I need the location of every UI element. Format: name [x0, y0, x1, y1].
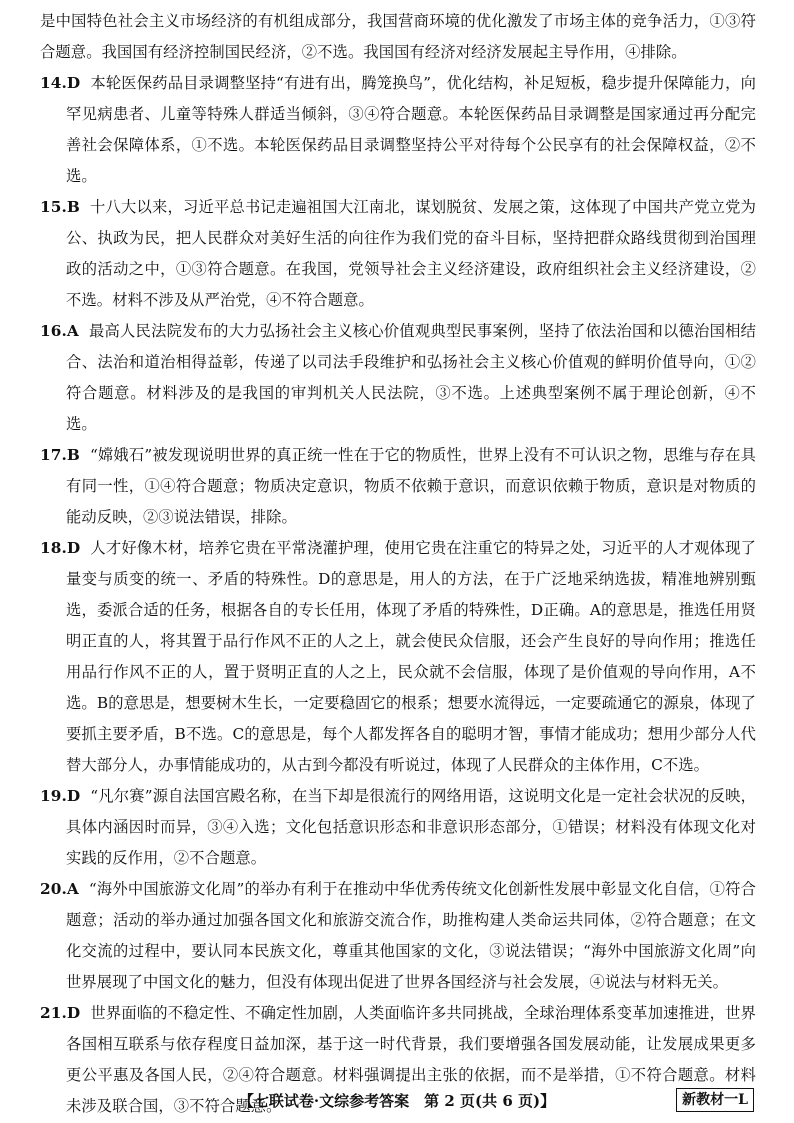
item-answer: B: [66, 198, 80, 216]
item-explanation: “海外中国旅游文化周”的举办有利于在推动中华优秀传统文化创新性发展中彰显文化自信，①符合题意；活动的举办通过加强各国文化和旅游交流合作，助推构建人类命运共同体，②符合题意；在文化交流的过程中，要认同本民族文化，尊重其他国家的文化，③说法错误；“海外中国旅游文化周”向世界展现了中国文化的魅力，但没有体现出促进了世界各国经济与社会发展，④说法与材料无关。: [66, 880, 756, 991]
answer-item-16: [40, 316, 756, 440]
item-number: 16.: [40, 322, 67, 340]
item-explanation: 本轮医保药品目录调整坚持“有进有出，腾笼换鸟”，优化结构，补足短板，稳步提升保障能力，向罕见病患者、儿童等特殊人群适当倾斜，③④符合题意。本轮医保药品目录调整是国家通过再分配完善社会保障体系，①不选。本轮医保药品目录调整坚持公平对待每个公民享有的社会保障权益，②不选。: [66, 74, 756, 185]
item-answer: D: [66, 787, 81, 805]
page-footer: [0, 1088, 794, 1116]
item-number: 19.: [40, 787, 67, 805]
answer-item-15: [40, 192, 756, 316]
footer-page-info: 【七联试卷·文综参考答案 第 2 页(共 6 页)】: [238, 1092, 556, 1110]
item-explanation: 人才好像木材，培养它贵在平常浇灌护理，使用它贵在注重它的特异之处，习近平的人才观体现了量变与质变的统一、矛盾的特殊性。D的意思是，用人的方法，在于广泛地采纳选拔，精准地辨别甄选，委派合适的任务，根据各自的专长任用，体现了矛盾的特殊性，D正确。A的意思是，推选任用贤明正直的人，将其置于品行作风不正的人之上，就会使民众信服，还会产生良好的导向作用；推选任用品行作风不正的人，置于贤明正直的人之上，民众就不会信服，体现了是价值观的导向作用，A不选。B的意思是，想要树木生长，一定要稳固它的根系；想要水流得远，一定要疏通它的源泉，体现了要抓主要矛盾，B不选。C的意思是，每个人都发挥各自的聪明才智，事情才能成功；想用少部分人代替大部分人，办事情能成功的，从古到今都没有听说过，体现了人民群众的主体作用，C不选。: [66, 539, 756, 774]
item-number: 20.: [40, 880, 67, 898]
answer-item-19: [40, 781, 756, 874]
item-explanation: “嫦娥石”被发现说明世界的真正统一性在于它的物质性，世界上没有不可认识之物，思维与存在具有同一性，①④符合题意；物质决定意识，物质不依赖于意识，而意识依赖于物质，意识是对物质的能动反映，②③说法错误，排除。: [66, 446, 756, 526]
answer-item-17: [40, 440, 756, 533]
answer-item-18: [40, 533, 756, 781]
item-answer: D: [66, 74, 81, 92]
answer-item-20: [40, 874, 756, 998]
item-number: 14.: [40, 74, 67, 92]
item-explanation: “凡尔赛”源自法国宫殿名称，在当下却是很流行的网络用语，这说明文化是一定社会状况的反映，具体内涵因时而异，③④入选；文化包括意识形态和非意识形态部分，①错误；材料没有体现文化对实践的反作用，②不合题意。: [66, 787, 756, 867]
item-number: 21.: [40, 1004, 67, 1022]
continued-paragraph: 是中国特色社会主义市场经济的有机组成部分，我国营商环境的优化激发了市场主体的竞争活力，①③符合题意。我国国有经济控制国民经济，②不选。我国国有经济对经济发展起主导作用，④排除。: [40, 12, 756, 61]
item-answer: D: [66, 539, 81, 557]
item-answer: A: [66, 880, 79, 898]
item-number: 18.: [40, 539, 67, 557]
item-answer: D: [66, 1004, 81, 1022]
answer-content: [40, 6, 756, 1122]
item-number: 17.: [40, 446, 67, 464]
edition-badge: 新教材一L: [676, 1088, 754, 1112]
item-number: 15.: [40, 198, 67, 216]
item-explanation: 十八大以来，习近平总书记走遍祖国大江南北，谋划脱贫、发展之策，这体现了中国共产党立党为公、执政为民，把人民群众对美好生活的向往作为我们党的奋斗目标，坚持把群众路线贯彻到治国理政的活动之中，①③符合题意。在我国，党领导社会主义经济建设，政府组织社会主义经济建设，②不选。材料不涉及从严治党，④不符合题意。: [66, 198, 756, 309]
answer-item-14: [40, 68, 756, 192]
item-answer: B: [66, 446, 80, 464]
item-answer: A: [66, 322, 79, 340]
item-explanation: 最高人民法院发布的大力弘扬社会主义核心价值观典型民事案例，坚持了依法治国和以德治国相结合、法治和道治相得益彰，传递了以司法手段维护和弘扬社会主义核心价值观的鲜明价值导向，①②符合题意。材料涉及的是我国的审判机关人民法院，③不选。上述典型案例不属于理论创新，④不选。: [66, 322, 756, 433]
item-explanation: 世界面临的不稳定性、不确定性加剧，人类面临许多共同挑战，全球治理体系变革加速推进，世界各国相互联系与依存程度日益加深，基于这一时代背景，我们要增强各国发展动能，让发展成果更多更公平惠及各国人民，②④符合题意。材料强调提出主张的依据，而不是举措，①不符合题意。材料未涉及联合国，③不符合题意。: [66, 1004, 756, 1115]
